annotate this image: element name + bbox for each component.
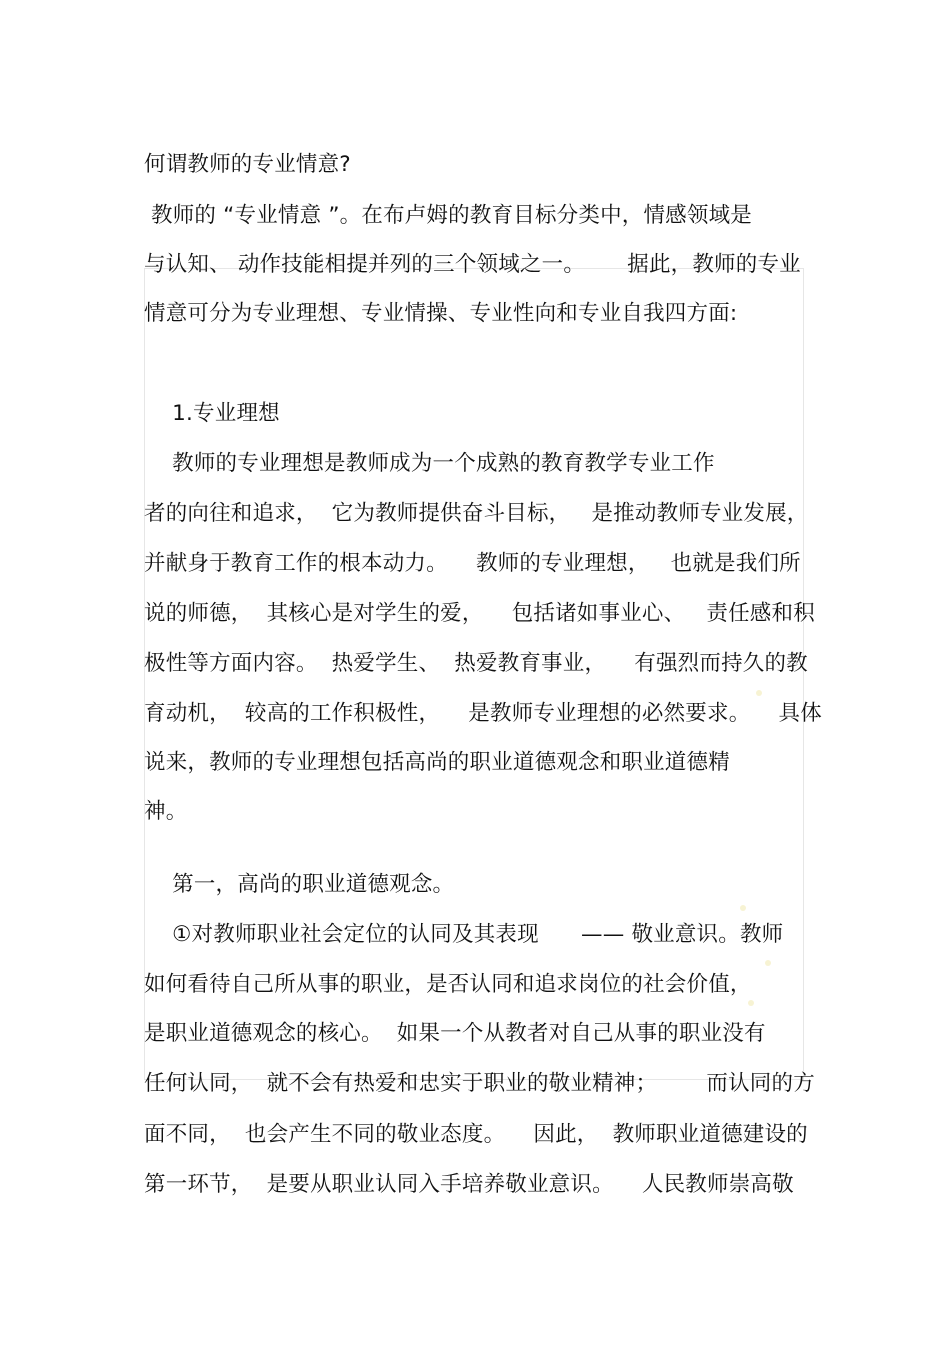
text-line: 育动机， 较高的工作积极性， 是教师专业理想的必然要求。 具体 xyxy=(144,701,822,726)
text-line: 面不同， 也会产生不同的敬业态度。 因此， 教师职业道德建设的 xyxy=(144,1122,808,1147)
text-line: 者的向往和追求， 它为教师提供奋斗目标， 是推动教师专业发展， xyxy=(144,501,809,526)
text-line: 情意可分为专业理想、专业情操、专业性向和专业自我四方面: xyxy=(144,301,738,326)
text-line: 说来，教师的专业理想包括高尚的职业道德观念和职业道德精 xyxy=(144,750,730,775)
text-line: 是职业道德观念的核心。 如果一个从教者对自己从事的职业没有 xyxy=(144,1021,766,1046)
text-line: 说的师德， 其核心是对学生的爱， 包括诸如事业心、 责任感和积 xyxy=(144,601,815,626)
text-line: 并献身于教育工作的根本动力。 教师的专业理想， 也就是我们所 xyxy=(144,551,801,576)
text-line: 如何看待自己所从事的职业，是否认同和追求岗位的社会价值， xyxy=(144,972,752,997)
background-speckle xyxy=(765,960,771,966)
text-line: 极性等方面内容。 热爱学生、 热爱教育事业， 有强烈而持久的教 xyxy=(144,651,808,676)
background-speckle xyxy=(748,1000,754,1006)
section-heading: 1.专业理想 xyxy=(144,401,280,426)
text-line: 教师的专业理想是教师成为一个成熟的教育教学专业工作 xyxy=(144,451,715,476)
text-line: 第一环节， 是要从职业认同入手培养敬业意识。 人民教师崇高敬 xyxy=(144,1172,794,1197)
text-line: 任何认同， 就不会有热爱和忠实于职业的敬业精神； 而认同的方 xyxy=(144,1071,815,1096)
background-speckle xyxy=(756,690,762,696)
text-line: ①对教师职业社会定位的认同及其表现 —— 敬业意识。教师 xyxy=(144,922,784,947)
subsection-heading: 第一，高尚的职业道德观念。 xyxy=(144,872,455,897)
text-line: 教师的 “专业情意 ”。在布卢姆的教育目标分类中，情感领域是 xyxy=(144,203,752,228)
background-speckle xyxy=(740,905,746,911)
text-line: 神。 xyxy=(144,799,188,824)
text-line: 与认知、 动作技能相提并列的三个领域之一。 据此，教师的专业 xyxy=(144,252,801,277)
document-title: 何谓教师的专业情意? xyxy=(144,152,351,177)
